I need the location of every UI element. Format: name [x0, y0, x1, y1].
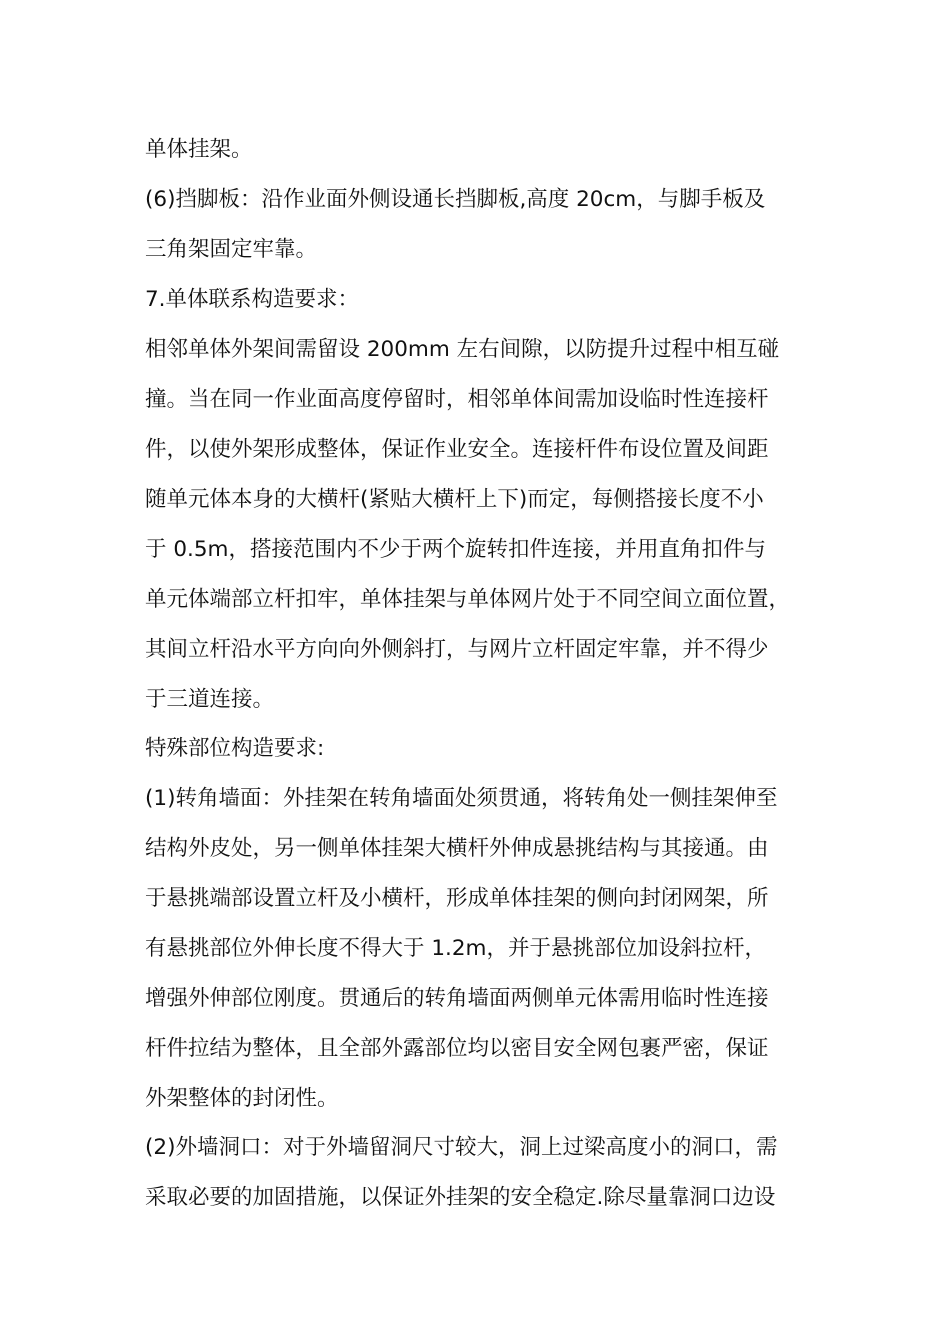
- text-line: 采取必要的加固措施，以保证外挂架的安全稳定.除尽量靠洞口边设: [145, 1185, 776, 1210]
- section-heading: 特殊部位构造要求:: [145, 736, 325, 761]
- text-line: (1)转角墙面：外挂架在转角墙面处须贯通，将转角处一侧挂架伸至: [145, 786, 778, 811]
- text-line: (2)外墙洞口：对于外墙留洞尺寸较大，洞上过梁高度小的洞口，需: [145, 1135, 778, 1160]
- text-line: 于 0.5m，搭接范围内不少于两个旋转扣件连接，并用直角扣件与: [145, 537, 766, 562]
- text-line: 于悬挑端部设置立杆及小横杆，形成单体挂架的侧向封闭网架，所: [145, 886, 769, 911]
- text-line: (6)挡脚板：沿作业面外侧设通长挡脚板,高度 20cm，与脚手板及: [145, 187, 766, 212]
- text-line: 单元体端部立杆扣牢，单体挂架与单体网片处于不同空间立面位置，: [145, 587, 791, 612]
- text-line: 三角架固定牢靠。: [145, 237, 318, 262]
- text-line: 相邻单体外架间需留设 200mm 左右间隙，以防提升过程中相互碰: [145, 337, 780, 362]
- text-line: 件，以使外架形成整体，保证作业安全。连接杆件布设位置及间距: [145, 437, 769, 462]
- text-line: 有悬挑部位外伸长度不得大于 1.2m，并于悬挑部位加设斜拉杆，: [145, 936, 766, 961]
- text-line: 撞。当在同一作业面高度停留时，相邻单体间需加设临时性连接杆: [145, 387, 769, 412]
- text-line: 杆件拉结为整体，且全部外露部位均以密目安全网包裹严密，保证: [145, 1036, 769, 1061]
- text-line: 外架整体的封闭性。: [145, 1086, 339, 1111]
- text-line: 单体挂架。: [145, 137, 253, 162]
- section-heading: 7.单体联系构造要求：: [145, 287, 360, 312]
- text-line: 结构外皮处，另一侧单体挂架大横杆外伸成悬挑结构与其接通。由: [145, 836, 769, 861]
- text-line: 于三道连接。: [145, 687, 275, 712]
- text-line: 增强外伸部位刚度。贯通后的转角墙面两侧单元体需用临时性连接: [145, 986, 769, 1011]
- text-line: 其间立杆沿水平方向向外侧斜打，与网片立杆固定牢靠，并不得少: [145, 637, 769, 662]
- text-line: 随单元体本身的大横杆(紧贴大横杆上下)而定，每侧搭接长度不小: [145, 487, 764, 512]
